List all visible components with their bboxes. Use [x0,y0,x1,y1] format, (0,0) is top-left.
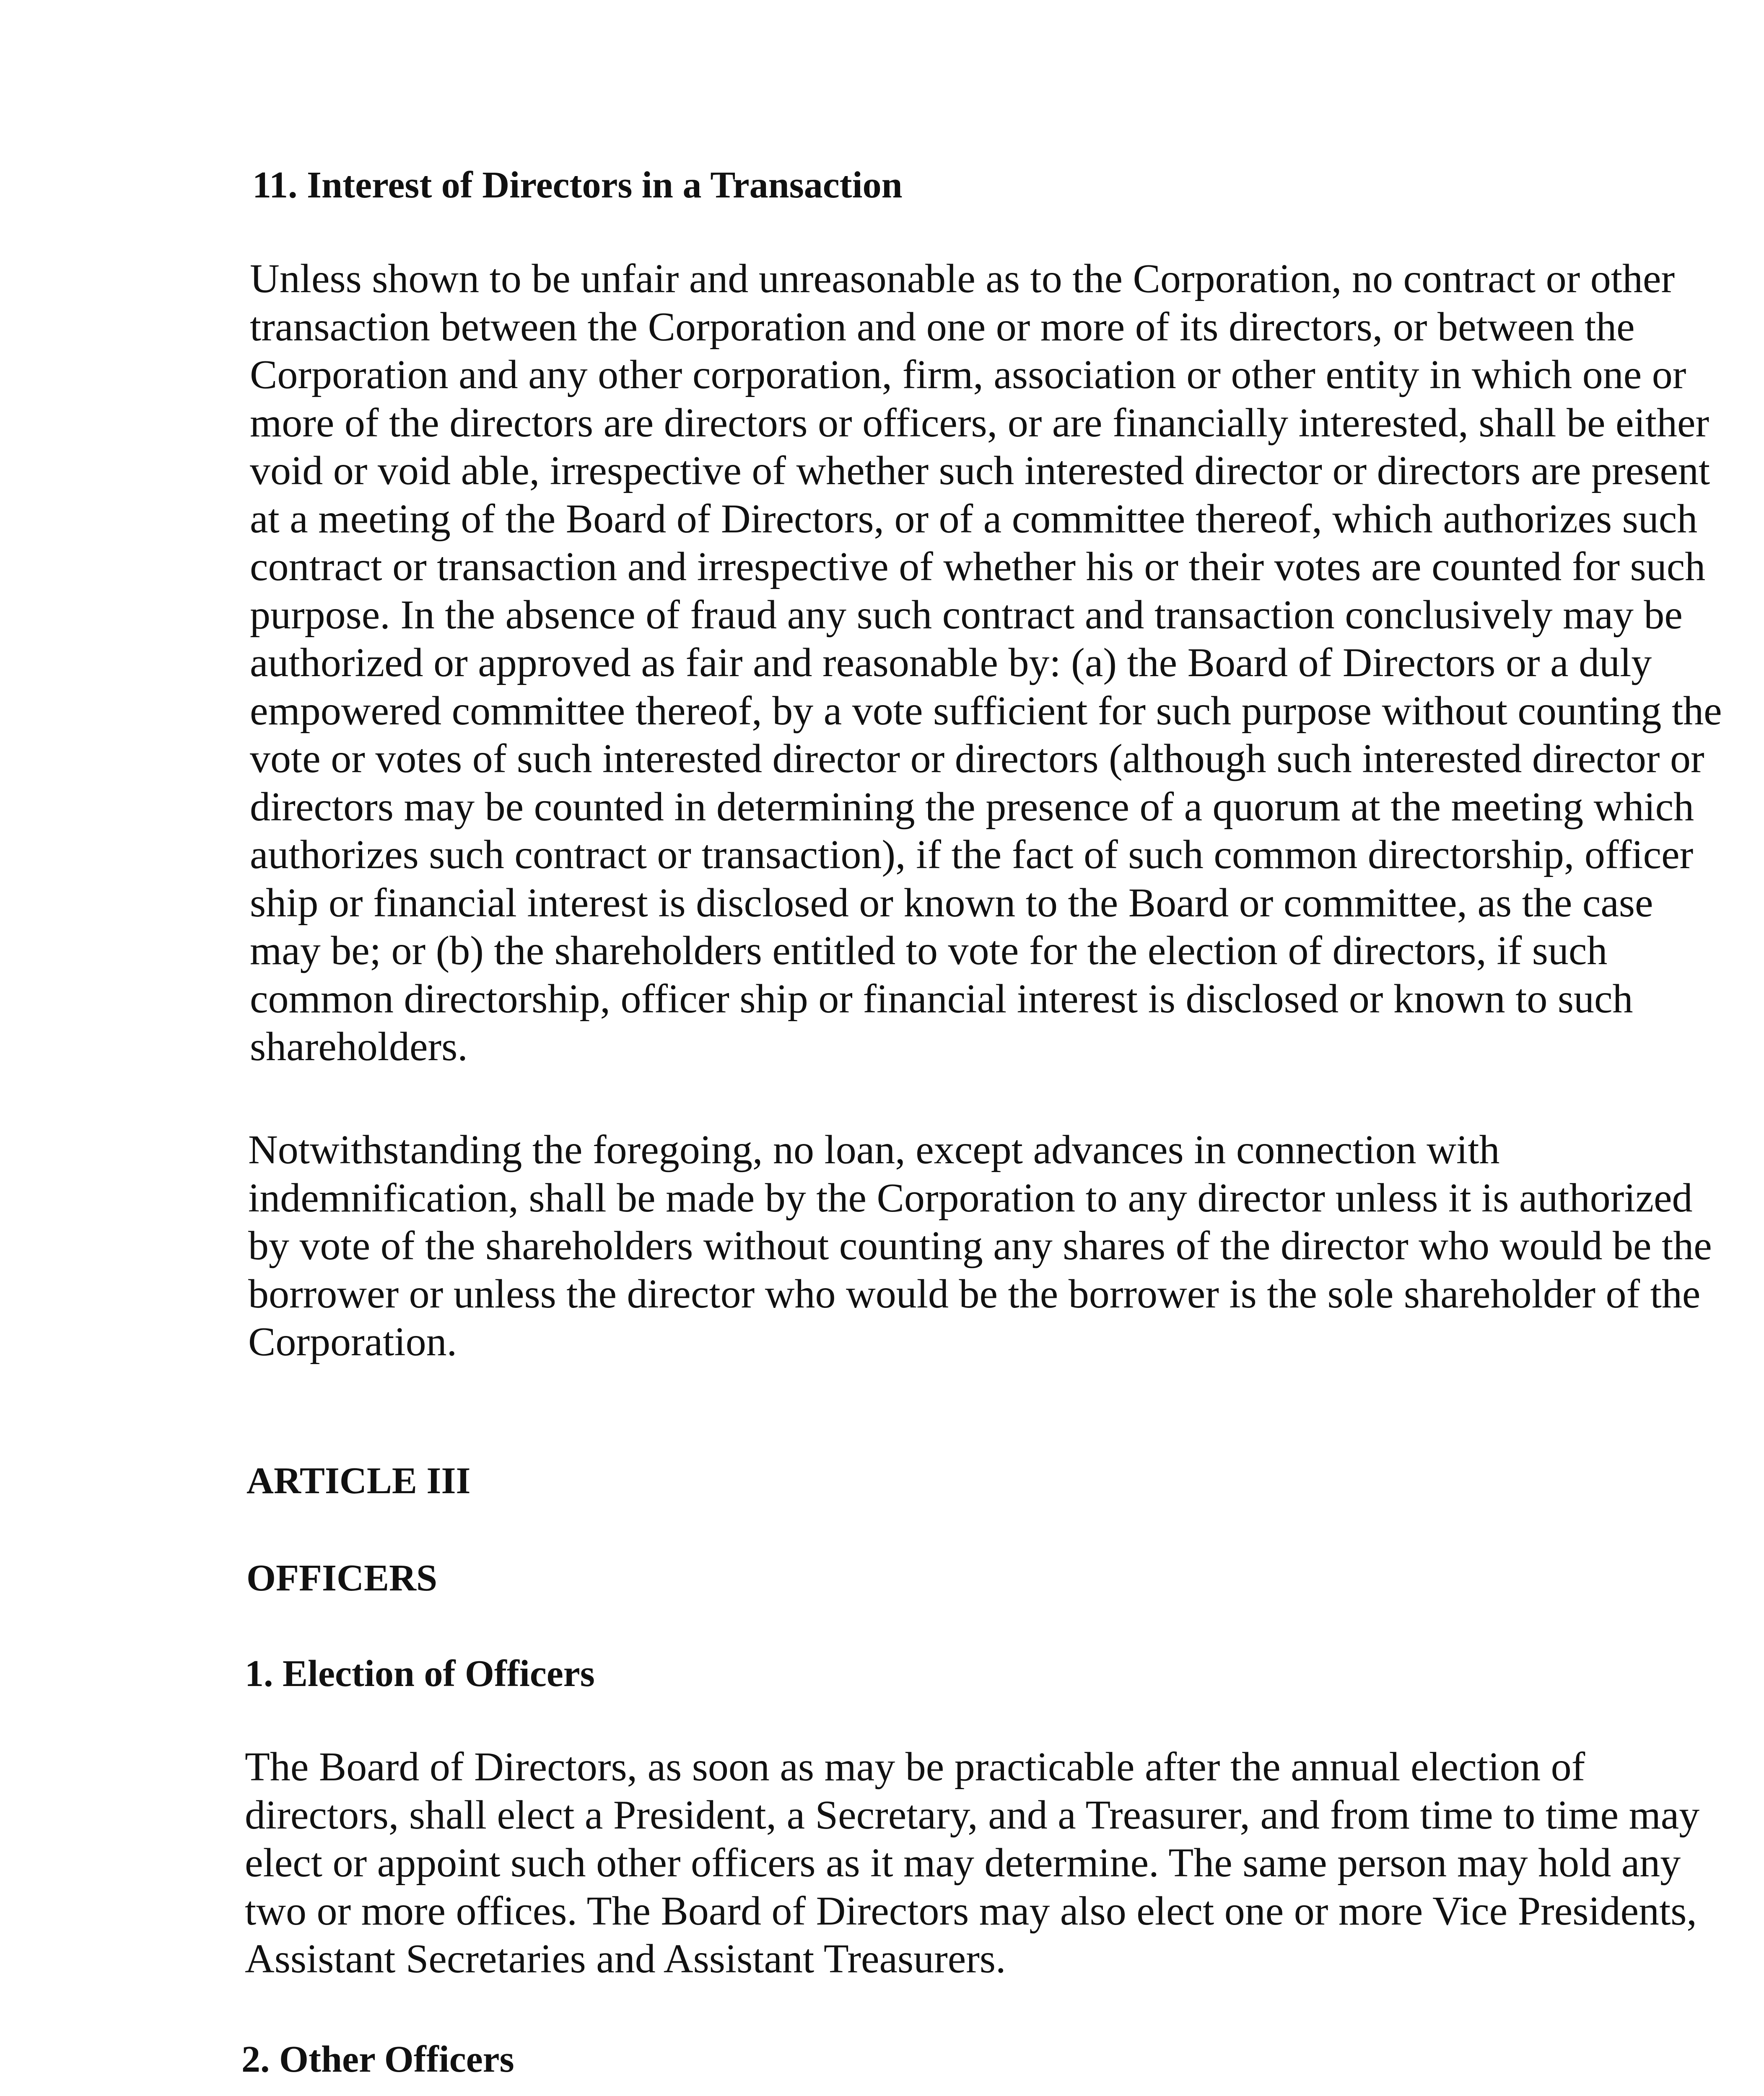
section-11-paragraph-1 [250,255,1722,1071]
paragraph-line: elect or appoint such other officers as it may determine. The same person may hold any [245,1840,1681,1886]
paragraph-line: directors may be counted in determining the presence of a quorum at the meeting which [250,784,1694,830]
paragraph-line: transaction between the Corporation and one or more of its directors, or between the [250,304,1635,350]
paragraph-line: shareholders. [250,1024,468,1069]
paragraph-line: may be; or (b) the shareholders entitled to vote for the election of directors, if such [250,928,1608,973]
article-title: OFFICERS [246,1557,438,1599]
section-2-heading: 2. Other Officers [241,2039,514,2080]
paragraph-line: by vote of the shareholders without counting any shares of the director who would be the [248,1223,1712,1268]
paragraph-line: authorized or approved as fair and reasonable by: (a) the Board of Directors or a duly [250,640,1652,685]
section-1-heading: 1. Election of Officers [245,1653,595,1694]
paragraph-line: empowered committee thereof, by a vote sufficient for such purpose without counting the [250,688,1722,734]
section-11-heading: 11. Interest of Directors in a Transaction [252,164,903,206]
paragraph-line: void or void able, irrespective of whether such interested director or directors are present [250,448,1710,493]
article-label: ARTICLE III [246,1460,471,1502]
paragraph-line: more of the directors are directors or officers, or are financially interested, shall be either [250,400,1710,446]
paragraph-line: vote or votes of such interested director or directors (although such interested director or [250,736,1704,781]
paragraph-line: directors, shall elect a President, a Secretary, and a Treasurer, and from time to time may [245,1792,1700,1838]
paragraph-line: Assistant Secretaries and Assistant Treasurers. [245,1936,1006,1982]
paragraph-line: contract or transaction and irrespective of whether his or their votes are counted for such [250,544,1706,589]
section-1-paragraph [245,1743,1699,1983]
paragraph-line: ship or financial interest is disclosed or known to the Board or committee, as the case [250,880,1653,926]
section-11-paragraph-2 [248,1126,1712,1366]
paragraph-line: Corporation and any other corporation, firm, association or other entity in which one or [250,352,1686,397]
paragraph-line: borrower or unless the director who would be the borrower is the sole shareholder of the [248,1271,1701,1317]
paragraph-line: two or more offices. The Board of Directors may also elect one or more Vice Presidents, [245,1888,1697,1934]
paragraph-line: authorizes such contract or transaction), if the fact of such common directorship, officer [250,832,1694,877]
paragraph-line: purpose. In the absence of fraud any such contract and transaction conclusively may be [250,592,1683,638]
paragraph-line: indemnification, shall be made by the Corporation to any director unless it is authorized [248,1175,1693,1221]
paragraph-line: The Board of Directors, as soon as may be practicable after the annual election of [245,1744,1585,1790]
paragraph-line: common directorship, officer ship or financial interest is disclosed or known to such [250,976,1633,1022]
paragraph-line: Notwithstanding the foregoing, no loan, except advances in connection with [248,1127,1500,1173]
paragraph-line: at a meeting of the Board of Directors, or of a committee thereof, which authorizes such [250,496,1698,542]
paragraph-line: Unless shown to be unfair and unreasonable as to the Corporation, no contract or other [250,256,1675,301]
paragraph-line: Corporation. [248,1319,457,1364]
